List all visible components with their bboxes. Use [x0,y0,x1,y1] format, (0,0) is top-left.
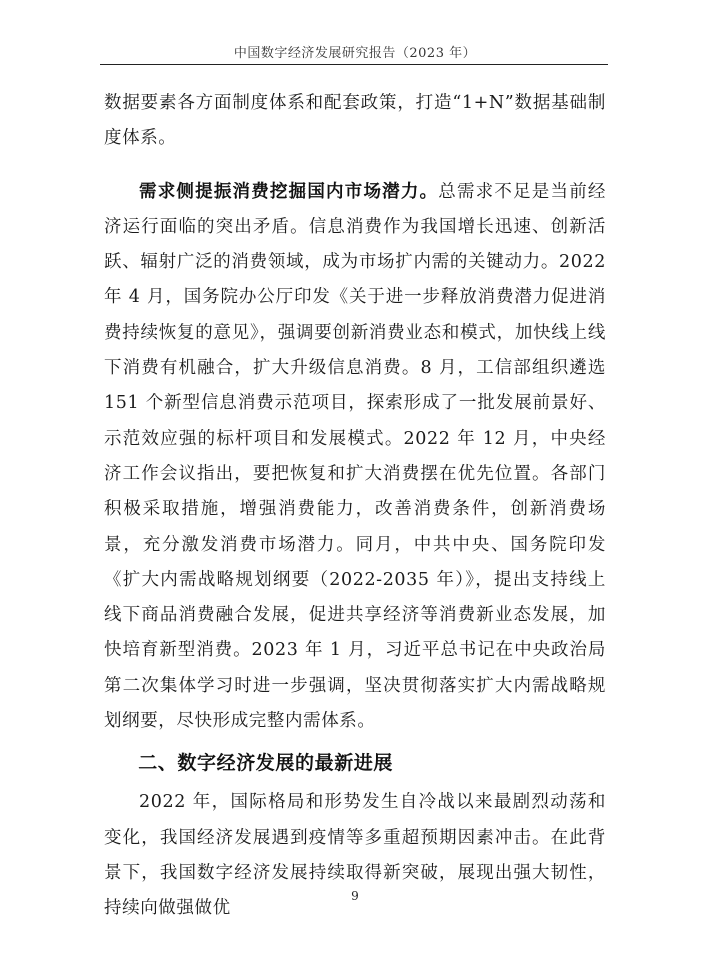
paragraph-demand-side [104,175,606,740]
paragraph-lead-heading: 需求侧提振消费挖掘国内市场潜力。 [139,181,439,202]
paragraph-continuation: 数据要素各方面制度体系和配套政策，打造“1+N”数据基础制度体系。 [104,93,606,149]
section-heading: 二、数字经济发展的最新进展 [138,752,393,775]
page-number: 9 [351,889,359,903]
running-header: 中国数字经济发展研究报告（2023 年） [233,46,477,61]
page-content [104,86,606,927]
paragraph-spacer [104,157,606,175]
paragraph-body: 总需求不足是当前经济运行面临的突出矛盾。信息消费作为我国增长迅速、创新活跃、辐射广泛的消费领域，成为市场扩内需的关键动力。2022 年 4 月，国务院办公厅印发《关于进一步释放消费潜力促进消费持续恢复的意见》，强调要创新消费业态和模式，加快线上线下消费有机融合，扩大升级信息消费。8 月，工信部组织遴选 151 个新型信息消费示范项目，探索形成了一批发展前景好、示范效应强的标杆项目和发展模式。2022 年 12 月，中央经济工作会议指出，要把恢复和扩大消费摆在优先位置。各部门积极采取措施，增强消费能力，改善消费条件，创新消费场景，充分激发消费市场潜力。同月，中共中央、国务院印发《扩大内需战略规划纲要（2022-2035 年）》，提出支持线上线下商品消费融合发展，促进共享经济等消费新业态发展，加快培育新型消费。2023 年 1 月，习近平总书记在中央政治局第二次集体学习时进一步强调，坚决贯彻落实扩大内需战略规划纲要，尽快形成完整内需体系。 [104,181,606,732]
header-rule [100,64,608,65]
paragraph-latest-progress: 2022 年，国际格局和形势发生自冷战以来最剧烈动荡和变化，我国经济发展遇到疫情等多重超预期因素冲击。在此背景下，我国数字经济发展持续取得新突破，展现出强大韧性，持续向做强做优 [104,792,606,919]
